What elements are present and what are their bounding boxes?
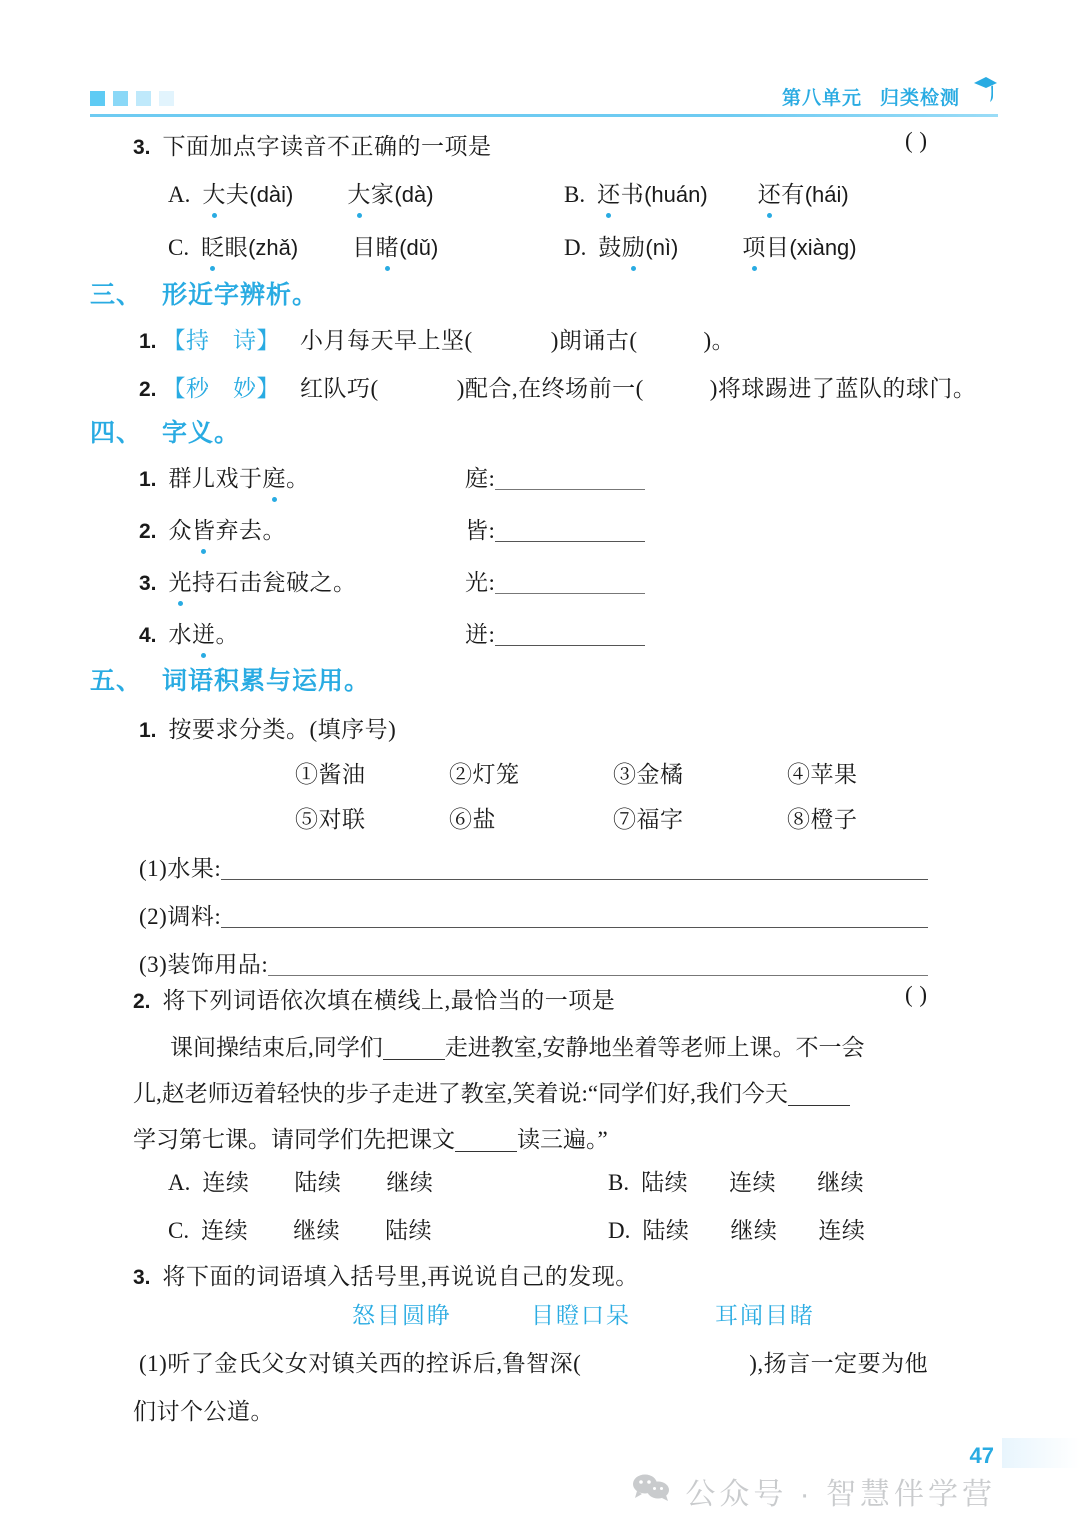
section4-item-4 — [139, 616, 239, 649]
s4-i4-key: 迸: — [465, 622, 496, 647]
s5-q2-para-line3-a: 学习第七课。请同学们先把课文 — [133, 1127, 455, 1152]
deco-square-2 — [113, 91, 128, 106]
opt-word: 继续 — [817, 1170, 865, 1195]
word-bank-item[interactable]: ⑤对联 — [295, 807, 366, 832]
s5-q2-paragraph — [170, 1025, 865, 1071]
s5-q2-paragraph-line3 — [133, 1117, 608, 1163]
q3-b1-rest: 书 — [620, 182, 645, 207]
s3-i1-number: 1. — [139, 330, 157, 353]
s5-q2-opt-d-letter: D. — [608, 1218, 631, 1243]
opt-word: 连续 — [202, 1170, 250, 1195]
s3-i1-text-b: )朗诵古( — [550, 328, 638, 353]
section-5-title: 词语积累与运用。 — [161, 667, 370, 695]
q3-d1-pinyin: (nì) — [645, 235, 679, 260]
word-bank-item[interactable]: ③金橘 — [613, 762, 684, 787]
s5-q3-sub1-b: ),扬言一定要为他 — [749, 1351, 929, 1376]
q3-b2-rest: 有 — [781, 182, 805, 207]
paragraph-blank-1[interactable] — [383, 1059, 445, 1060]
s5-q2-para-line1-b: 走进教室,安静地坐着等老师上课。不一会 — [444, 1035, 865, 1060]
s5-q1-blank-2[interactable] — [139, 898, 928, 931]
s5-q2-option-a[interactable] — [168, 1164, 433, 1197]
q3-d2-pinyin: (xiàng) — [789, 235, 857, 260]
opt-word: 陆续 — [294, 1170, 342, 1195]
header-rule — [90, 114, 998, 117]
s5-q1-wordbank-row-2 — [295, 801, 858, 834]
section4-item-2 — [139, 512, 286, 545]
dotted-char: 大 — [347, 176, 371, 209]
s4-i4-post: 。 — [215, 622, 240, 647]
deco-square-4 — [159, 91, 174, 106]
word-bank-item[interactable]: ⑦福字 — [613, 807, 684, 832]
section-5-marker: 五、 — [90, 667, 143, 695]
section4-item-3 — [139, 564, 357, 597]
opt-word: 连续 — [818, 1218, 866, 1243]
s3-i2-bracket: 【秒 妙】 — [162, 376, 281, 401]
q3-d2-rest: 目 — [765, 235, 790, 260]
dotted-char: 还 — [597, 176, 621, 209]
dotted-char: 皆 — [192, 512, 216, 545]
s4-i1-post: 。 — [286, 466, 310, 491]
s5-q2-prompt-row — [133, 982, 615, 1015]
s5-q1-blank-2-label: (2)调料: — [139, 904, 222, 929]
wechat-icon — [631, 1472, 671, 1510]
dotted-char: 迸 — [192, 616, 216, 649]
q3-a1-rest: 夫 — [225, 182, 250, 207]
dotted-char: 还 — [758, 176, 782, 209]
s5-q1-prompt: 按要求分类。(填序号) — [168, 717, 397, 742]
watermark-text: 公众号 · 智慧伴学营 — [685, 1478, 996, 1511]
section-3-marker: 三、 — [90, 281, 143, 309]
s5-q1-blank-1-label: (1)水果: — [139, 856, 222, 881]
opt-word: 继续 — [293, 1218, 341, 1243]
s4-i4-number: 4. — [139, 624, 157, 647]
opt-word: 陆续 — [642, 1218, 690, 1243]
s3-i2-text-a: 红队巧( — [300, 376, 379, 401]
s4-i2-pre: 众 — [168, 518, 193, 543]
s4-i4-blank[interactable] — [495, 645, 645, 646]
q3-c2-pinyin: (dǔ) — [399, 235, 439, 260]
dotted-char: 励 — [622, 229, 646, 262]
s5-q2-paragraph-line2 — [133, 1071, 850, 1117]
section4-item-1 — [139, 460, 310, 493]
paragraph-blank-2[interactable] — [788, 1105, 850, 1106]
s4-i3-number: 3. — [139, 572, 157, 595]
s5-q1-blank-2-line[interactable] — [221, 927, 928, 928]
s3-i1-bracket: 【持 诗】 — [162, 328, 281, 353]
word-bank-item[interactable]: ④苹果 — [787, 762, 858, 787]
s5-q1-blank-3-label: (3)装饰用品: — [139, 952, 269, 977]
q3-option-a[interactable] — [168, 176, 434, 209]
q3-number: 3. — [133, 136, 151, 159]
s5-q2-answer-paren[interactable]: ( ) — [905, 982, 928, 1007]
opt-word: 连续 — [729, 1170, 777, 1195]
s5-q1-blank-3-line[interactable] — [268, 975, 928, 976]
section4-answer-3[interactable] — [465, 564, 645, 597]
s5-q3-sub1-line1 — [139, 1345, 928, 1378]
s5-q3-idiom-bank — [352, 1297, 815, 1330]
dotted-char: 光 — [169, 564, 193, 597]
page-number-fade — [1002, 1438, 1080, 1468]
section4-answer-2[interactable] — [465, 512, 645, 545]
s4-i3-post: 持石击瓮破之。 — [192, 570, 357, 595]
s5-q2-option-b[interactable] — [608, 1164, 864, 1197]
page-number: 47 — [969, 1443, 994, 1468]
s4-i1-key: 庭: — [465, 466, 496, 491]
s5-q3-sub1-a: (1)听了金氏父女对镇关西的控诉后,鲁智深( — [139, 1351, 582, 1376]
watermark — [631, 1469, 996, 1513]
section3-item-2[interactable] — [139, 370, 976, 403]
idiom-item[interactable]: 怒目圆睁 — [352, 1303, 452, 1328]
q3-option-c-letter: C. — [168, 235, 190, 260]
dotted-char: 眨 — [201, 229, 225, 262]
s4-i2-key: 皆: — [465, 518, 496, 543]
s3-i1-text-a: 小月每天早上坚( — [300, 328, 473, 353]
q3-a2-pinyin: (dà) — [394, 182, 434, 207]
s5-q3-sub1-line2-text: 们讨个公道。 — [133, 1399, 274, 1424]
s4-i2-number: 2. — [139, 520, 157, 543]
section-4-title: 字义。 — [161, 419, 240, 447]
s3-i2-text-b: )配合,在终场前一( — [456, 376, 644, 401]
s5-q2-para-line2-a: 儿,赵老师迈着轻快的步子走进了教室,笑着说:“同学们好,我们今天 — [133, 1081, 788, 1106]
section-4-marker: 四、 — [90, 419, 143, 447]
graduation-cap-icon — [972, 74, 998, 110]
s5-q1-blank-1[interactable] — [139, 850, 928, 883]
idiom-item[interactable]: 耳闻目睹 — [715, 1303, 815, 1328]
section3-item-1[interactable] — [139, 322, 735, 355]
s5-q2-opt-c-letter: C. — [168, 1218, 190, 1243]
q3-b2-pinyin: (hái) — [804, 182, 849, 207]
s5-q2-option-d[interactable] — [608, 1212, 865, 1245]
section-5-heading — [90, 661, 370, 697]
s5-q2-prompt: 将下列词语依次填在横线上,最恰当的一项是 — [162, 988, 616, 1013]
section-4-heading — [90, 413, 240, 449]
q3-option-b[interactable] — [564, 176, 849, 209]
s4-i1-blank[interactable] — [495, 489, 645, 490]
q3-c1-pinyin: (zhǎ) — [248, 235, 299, 260]
q3-c1-rest: 眼 — [224, 235, 249, 260]
s5-q1-blank-1-line[interactable] — [221, 879, 928, 880]
s4-i1-pre: 群儿戏于 — [168, 466, 263, 491]
header-test-type-label: 归类检测 — [879, 87, 960, 109]
word-bank-item[interactable]: ⑥盐 — [449, 807, 496, 832]
q3-prompt-row — [133, 128, 492, 161]
header-unit-label: 第八单元 — [781, 87, 862, 109]
section-3-title: 形近字辨析。 — [161, 281, 318, 309]
q3-a2-rest: 家 — [370, 182, 395, 207]
s4-i3-blank[interactable] — [495, 593, 645, 594]
s5-q2-number: 2. — [133, 990, 151, 1013]
s5-q1-wordbank-row-1 — [295, 756, 858, 789]
word-bank-item[interactable]: ①酱油 — [295, 762, 366, 787]
dotted-char: 大 — [202, 176, 226, 209]
paragraph-blank-3[interactable] — [455, 1151, 517, 1152]
header-decoration-squares — [90, 91, 174, 106]
word-bank-item[interactable]: ⑧橙子 — [787, 807, 858, 832]
deco-square-3 — [136, 91, 151, 106]
s4-i4-pre: 水 — [168, 622, 193, 647]
opt-word: 陆续 — [385, 1218, 433, 1243]
s4-i2-post: 弃去。 — [215, 518, 287, 543]
s4-i3-key: 光: — [465, 570, 496, 595]
dotted-char: 项 — [742, 229, 766, 262]
opt-word: 陆续 — [641, 1170, 689, 1195]
q3-answer-paren[interactable]: ( ) — [905, 128, 928, 153]
s5-q2-opt-a-letter: A. — [168, 1170, 191, 1195]
s5-q2-opt-b-letter: B. — [608, 1170, 630, 1195]
q3-option-d[interactable] — [564, 229, 857, 262]
section4-answer-1[interactable] — [465, 460, 645, 493]
dotted-char: 睹 — [376, 229, 400, 262]
q3-option-b-letter: B. — [564, 182, 586, 207]
s4-i2-blank[interactable] — [495, 541, 645, 542]
idiom-item[interactable]: 目瞪口呆 — [531, 1303, 631, 1328]
page-header — [0, 78, 1080, 120]
section4-answer-4[interactable] — [465, 616, 645, 649]
s3-i1-text-c: )。 — [703, 328, 736, 353]
s5-q2-para-line3-b: 读三遍。” — [517, 1127, 608, 1152]
opt-word: 继续 — [386, 1170, 434, 1195]
s5-q2-option-c[interactable] — [168, 1212, 432, 1245]
opt-word: 继续 — [730, 1218, 778, 1243]
q3-option-d-letter: D. — [564, 235, 587, 260]
s5-q3-sub1-line2 — [133, 1393, 274, 1426]
q3-b1-pinyin: (huán) — [644, 182, 708, 207]
s5-q2-para-line1-a: 课间操结束后,同学们 — [170, 1035, 383, 1060]
q3-option-c[interactable] — [168, 229, 438, 262]
q3-a1-pinyin: (dài) — [249, 182, 294, 207]
s5-q3-prompt: 将下面的词语填入括号里,再说说自己的发现。 — [162, 1264, 639, 1289]
q3-d1-prefix: 鼓 — [598, 235, 622, 260]
header-title-group — [782, 78, 998, 114]
word-bank-item[interactable]: ②灯笼 — [449, 762, 520, 787]
section-3-heading — [90, 275, 318, 311]
s3-i2-number: 2. — [139, 378, 157, 401]
q3-option-a-letter: A. — [168, 182, 191, 207]
s3-i2-text-c: )将球踢进了蓝队的球门。 — [709, 376, 977, 401]
dotted-char: 庭 — [263, 460, 287, 493]
s5-q3-prompt-row — [133, 1258, 639, 1291]
s5-q1-prompt-row — [139, 711, 396, 744]
s5-q1-blank-3[interactable] — [139, 946, 928, 979]
s5-q1-number: 1. — [139, 719, 157, 742]
q3-c2-prefix: 目 — [352, 235, 376, 260]
deco-square-1 — [90, 91, 105, 106]
s5-q3-number: 3. — [133, 1266, 151, 1289]
opt-word: 连续 — [201, 1218, 249, 1243]
q3-prompt: 下面加点字读音不正确的一项是 — [162, 134, 492, 159]
s4-i1-number: 1. — [139, 468, 157, 491]
